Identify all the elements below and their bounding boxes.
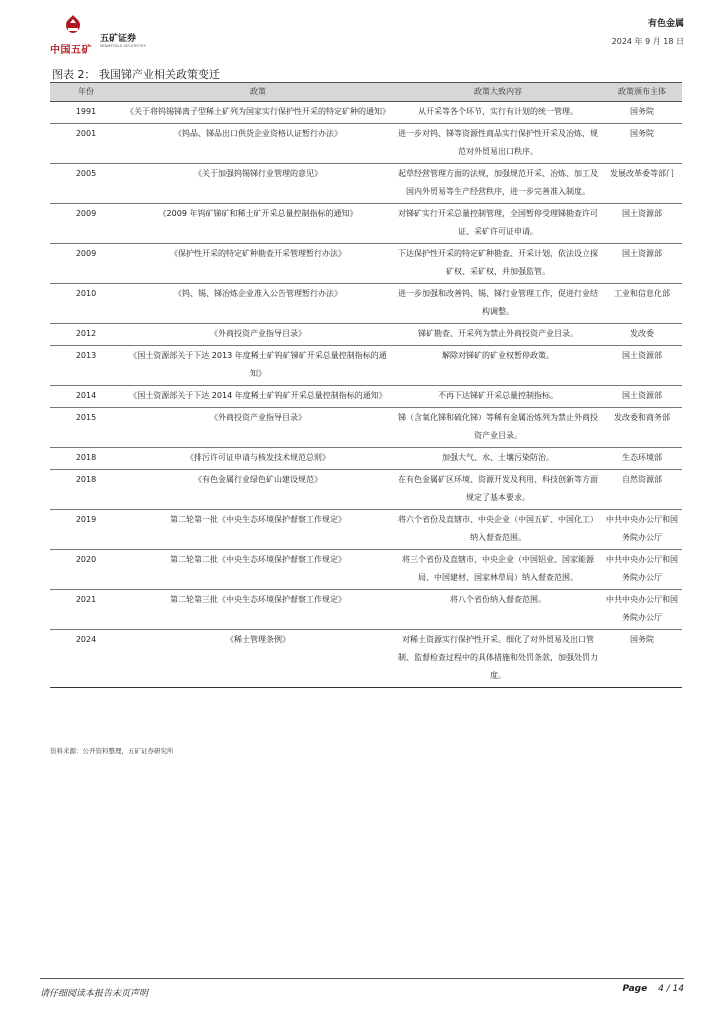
cell-year: 2009 [50, 204, 122, 244]
cell-content: 将六个省份及直辖市、中央企业（中国五矿、中国化工）纳入督查范围。 [394, 510, 602, 550]
company-logo [50, 14, 146, 56]
table-row [50, 324, 682, 346]
cell-year: 2005 [50, 164, 122, 204]
header-policy: 政策 [122, 83, 394, 102]
footer-divider [40, 978, 684, 979]
cell-year: 2014 [50, 386, 122, 408]
cell-content: 锑（含氧化锑和硫化锑）等稀有金属冶炼列为禁止外商投资产业目录。 [394, 408, 602, 448]
table-row [50, 102, 682, 124]
cell-policy: 《2009 年钨矿锑矿和稀土矿开采总量控制指标的通知》 [122, 204, 394, 244]
cell-issuer: 工业和信息化部 [602, 284, 682, 324]
cell-content: 进一步对钨、锑等资源性商品实行保护性开采及冶炼，规范对外贸易出口秩序。 [394, 124, 602, 164]
minmetals-emblem-icon [62, 14, 84, 36]
cell-year: 2015 [50, 408, 122, 448]
cell-policy: 《稀土管理条例》 [122, 630, 394, 688]
table-row [50, 630, 682, 688]
cell-content: 对锑矿实行开采总量控制管理，全国暂停受理锑勘查许可证、采矿许可证申请。 [394, 204, 602, 244]
cell-policy: 《保护性开采的特定矿种勘查开采管理暂行办法》 [122, 244, 394, 284]
cell-content: 起草经营管理方面的法规，加强规范开采、冶炼、加工及国内外贸易等生产经营秩序，进一步完善准入制度。 [394, 164, 602, 204]
securities-name: 五矿证券 [100, 34, 137, 44]
cell-policy: 第二轮第二批《中央生态环境保护督察工作规定》 [122, 550, 394, 590]
cell-content: 将八个省份纳入督查范围。 [394, 590, 602, 630]
table-row [50, 510, 682, 550]
header-issuer: 政策颁布主体 [602, 83, 682, 102]
table-row [50, 448, 682, 470]
page-label: Page [622, 984, 648, 994]
footer-disclaimer: 请仔细阅读本报告末页声明 [40, 989, 149, 999]
page-number: 4 / 14 [658, 984, 684, 994]
cell-issuer: 发展改革委等部门 [602, 164, 682, 204]
cell-year: 2018 [50, 448, 122, 470]
table-row [50, 470, 682, 510]
cell-year: 2001 [50, 124, 122, 164]
report-date: 2024 年 9 月 18 日 [611, 37, 684, 46]
cell-policy: 《外商投资产业指导目录》 [122, 324, 394, 346]
cell-policy: 《钨、锡、锑冶炼企业准入公告管理暂行办法》 [122, 284, 394, 324]
source-note: 资料来源：公开资料整理，五矿证券研究所 [50, 747, 174, 755]
policy-table [50, 82, 682, 688]
cell-content: 解除对锑矿的矿业权暂停政策。 [394, 346, 602, 386]
cell-year: 2021 [50, 590, 122, 630]
table-row [50, 124, 682, 164]
table-row [50, 408, 682, 448]
cell-issuer: 国土资源部 [602, 386, 682, 408]
cell-policy: 《国土资源部关于下达 2013 年度稀土矿钨矿锑矿开采总量控制指标的通知》 [122, 346, 394, 386]
cell-content: 进一步加强和改善钨、锡、锑行业管理工作，促进行业结构调整。 [394, 284, 602, 324]
cell-issuer: 国务院 [602, 102, 682, 124]
table-header-row [50, 83, 682, 102]
table-row [50, 590, 682, 630]
report-section: 有色金属 [647, 19, 684, 29]
table-row [50, 386, 682, 408]
cell-issuer: 国土资源部 [602, 244, 682, 284]
cell-issuer: 国土资源部 [602, 204, 682, 244]
logo-text: 中国五矿 [50, 45, 92, 56]
cell-issuer: 国务院 [602, 124, 682, 164]
cell-issuer: 生态环境部 [602, 448, 682, 470]
cell-policy: 第二轮第三批《中央生态环境保护督察工作规定》 [122, 590, 394, 630]
header-year: 年份 [50, 83, 122, 102]
header-content: 政策大致内容 [394, 83, 602, 102]
cell-issuer: 中共中央办公厅和国务院办公厅 [602, 590, 682, 630]
cell-issuer: 发改委和商务部 [602, 408, 682, 448]
cell-year: 2013 [50, 346, 122, 386]
cell-content: 将三个省份及直辖市、中央企业（中国铝业、国家能源局、中国建材、国家林草局）纳入督查范围。 [394, 550, 602, 590]
cell-year: 2012 [50, 324, 122, 346]
cell-issuer: 发改委 [602, 324, 682, 346]
cell-policy: 《国土资源部关于下达 2014 年度稀土矿钨矿开采总量控制指标的通知》 [122, 386, 394, 408]
cell-policy: 《关于将钨锡锑离子型稀土矿列为国家实行保护性开采的特定矿种的通知》 [122, 102, 394, 124]
cell-issuer: 国务院 [602, 630, 682, 688]
cell-content: 锑矿勘查、开采列为禁止外商投资产业目录。 [394, 324, 602, 346]
table-body [50, 102, 682, 688]
cell-policy: 《外商投资产业指导目录》 [122, 408, 394, 448]
cell-content: 下达保护性开采的特定矿种勘查、开采计划，依法设立探矿权、采矿权，并加强监管。 [394, 244, 602, 284]
cell-content: 对稀土资源实行保护性开采。细化了对外贸易及出口管制、监督检查过程中的具体措施和处罚条款，加强处罚力度。 [394, 630, 602, 688]
cell-year: 2010 [50, 284, 122, 324]
cell-year: 1991 [50, 102, 122, 124]
cell-policy: 《有色金属行业绿色矿山建设规范》 [122, 470, 394, 510]
cell-issuer: 自然资源部 [602, 470, 682, 510]
cell-content: 不再下达锑矿开采总量控制指标。 [394, 386, 602, 408]
table-row [50, 346, 682, 386]
table-row [50, 164, 682, 204]
table-row [50, 284, 682, 324]
page-header [0, 0, 724, 60]
cell-issuer: 中共中央办公厅和国务院办公厅 [602, 510, 682, 550]
cell-policy: 第二轮第一批《中央生态环境保护督察工作规定》 [122, 510, 394, 550]
figure-caption: 图表 2： 我国锑产业相关政策变迁 [52, 68, 220, 81]
table-row [50, 550, 682, 590]
cell-year: 2018 [50, 470, 122, 510]
cell-year: 2019 [50, 510, 122, 550]
table-row [50, 244, 682, 284]
cell-content: 在有色金属矿区环境、资源开发及利用、科技创新等方面规定了基本要求。 [394, 470, 602, 510]
cell-issuer: 中共中央办公厅和国务院办公厅 [602, 550, 682, 590]
cell-policy: 《排污许可证申请与核发技术规范总则》 [122, 448, 394, 470]
cell-issuer: 国土资源部 [602, 346, 682, 386]
cell-policy: 《钨品、锑品出口供货企业资格认证暂行办法》 [122, 124, 394, 164]
cell-content: 加强大气、水、土壤污染防治。 [394, 448, 602, 470]
cell-year: 2024 [50, 630, 122, 688]
cell-content: 从开采等各个环节，实行有计划的统一管理。 [394, 102, 602, 124]
table-row [50, 204, 682, 244]
cell-year: 2020 [50, 550, 122, 590]
securities-name-en: MINMETALS SECURITIES [100, 44, 146, 48]
cell-year: 2009 [50, 244, 122, 284]
cell-policy: 《关于加强钨锡锑行业管理的意见》 [122, 164, 394, 204]
page-indicator [623, 984, 684, 994]
